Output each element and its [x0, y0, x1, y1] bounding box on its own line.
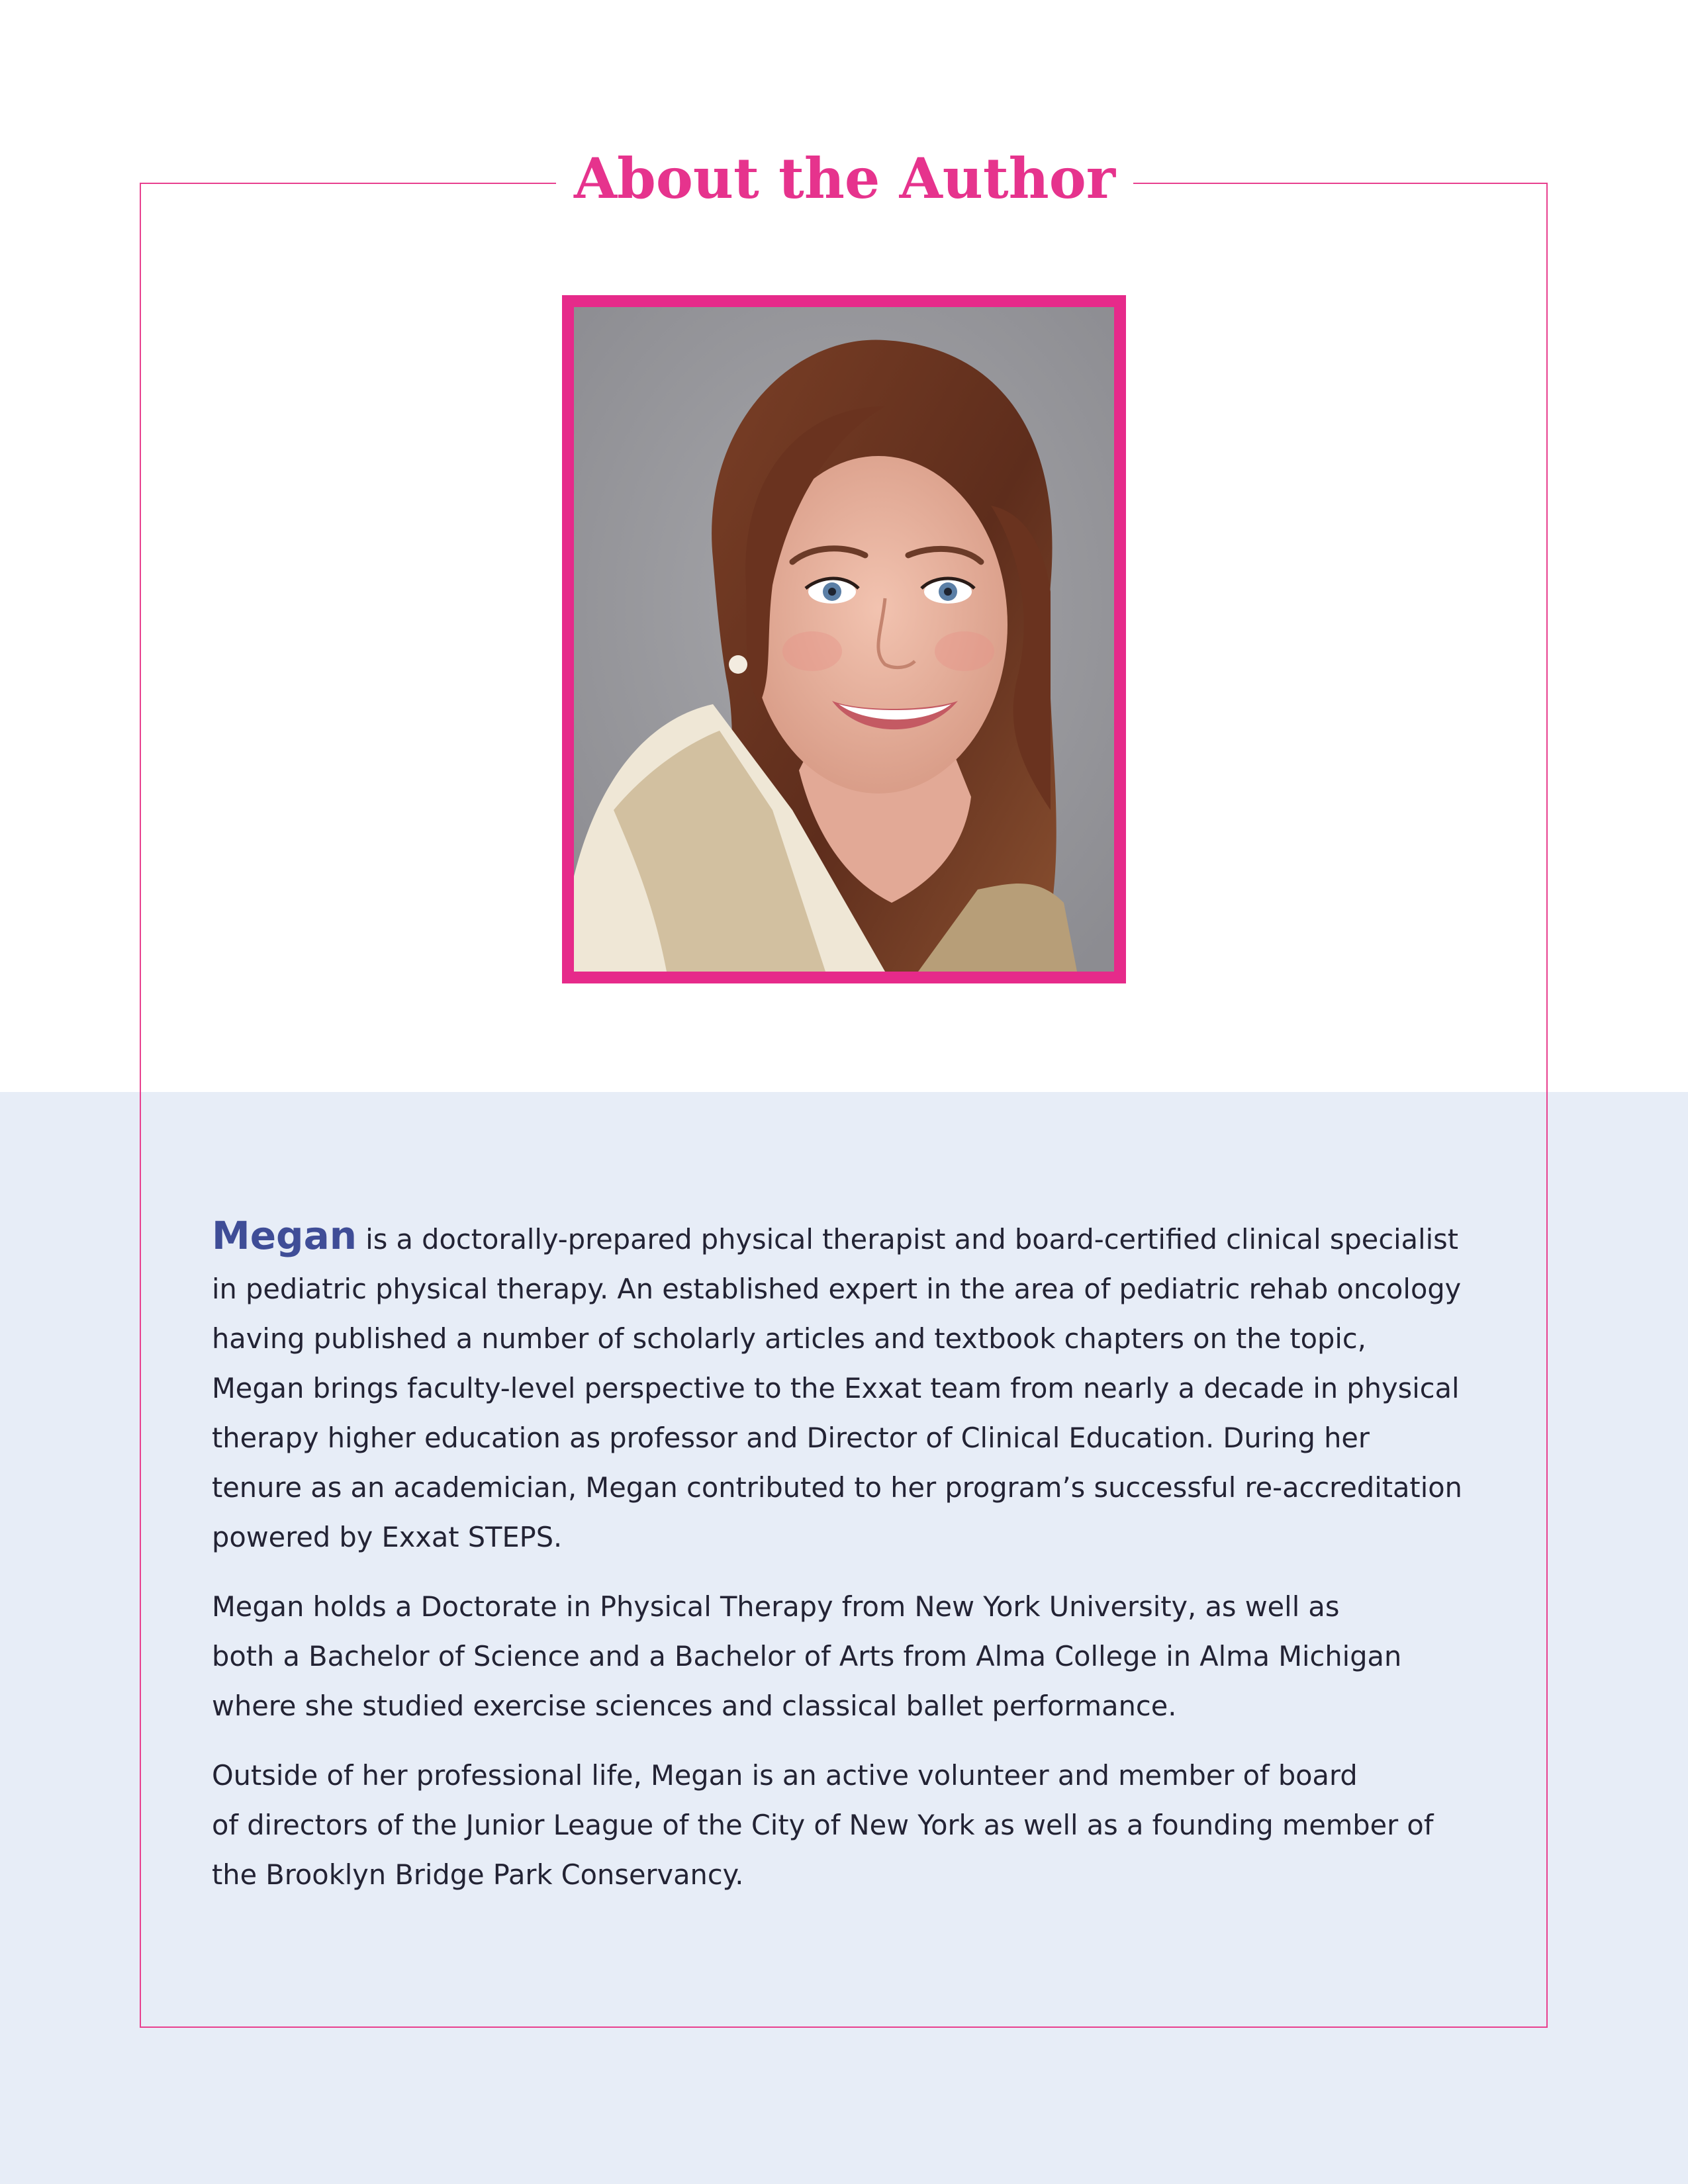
author-photo-frame: [562, 295, 1126, 983]
page-title: About the Author: [573, 146, 1115, 211]
bio-paragraph-2-line-2: both a Bachelor of Science and a Bachelor of Arts from Alma College in Alma Michigan: [212, 1640, 1402, 1672]
bio-paragraph-2: [212, 1582, 1496, 1731]
bio-paragraph-1-line-2: in pediatric physical therapy. An established expert in the area of pediatric rehab oncology: [212, 1273, 1462, 1305]
bio-paragraph-1-line-5: therapy higher education as professor and Director of Clinical Education. During her: [212, 1422, 1370, 1454]
bio-paragraph-3-line-2: of directors of the Junior League of the City of New York as well as a founding member of: [212, 1809, 1434, 1841]
bio-paragraph-1-line-3: having published a number of scholarly articles and textbook chapters on the topic,: [212, 1322, 1366, 1355]
bio-paragraph-3: [212, 1751, 1496, 1899]
bio-paragraph-2-line-3: where she studied exercise sciences and classical ballet performance.: [212, 1690, 1177, 1722]
bio-paragraph-3-line-1: Outside of her professional life, Megan is an active volunteer and member of board: [212, 1759, 1358, 1792]
bio-paragraph-1-line-7: powered by Exxat STEPS.: [212, 1521, 563, 1553]
author-portrait-image: [574, 307, 1114, 972]
bio-paragraph-1-line-1: Megan is a doctorally-prepared physical therapist and board-certified clinical specialist: [212, 1213, 1459, 1258]
bio-paragraph-1: [212, 1211, 1496, 1562]
author-bio: [212, 1211, 1496, 1919]
bio-paragraph-3-line-3: the Brooklyn Bridge Park Conservancy.: [212, 1858, 744, 1891]
bio-paragraph-2-line-1: Megan holds a Doctorate in Physical Therapy from New York University, as well as: [212, 1590, 1340, 1623]
bio-paragraph-1-line-6: tenure as an academician, Megan contributed to her program’s successful re-accreditation: [212, 1471, 1462, 1504]
author-name: Megan: [212, 1213, 357, 1258]
bio-paragraph-1-line-4: Megan brings faculty-level perspective to the Exxat team from nearly a decade in physical: [212, 1372, 1460, 1404]
